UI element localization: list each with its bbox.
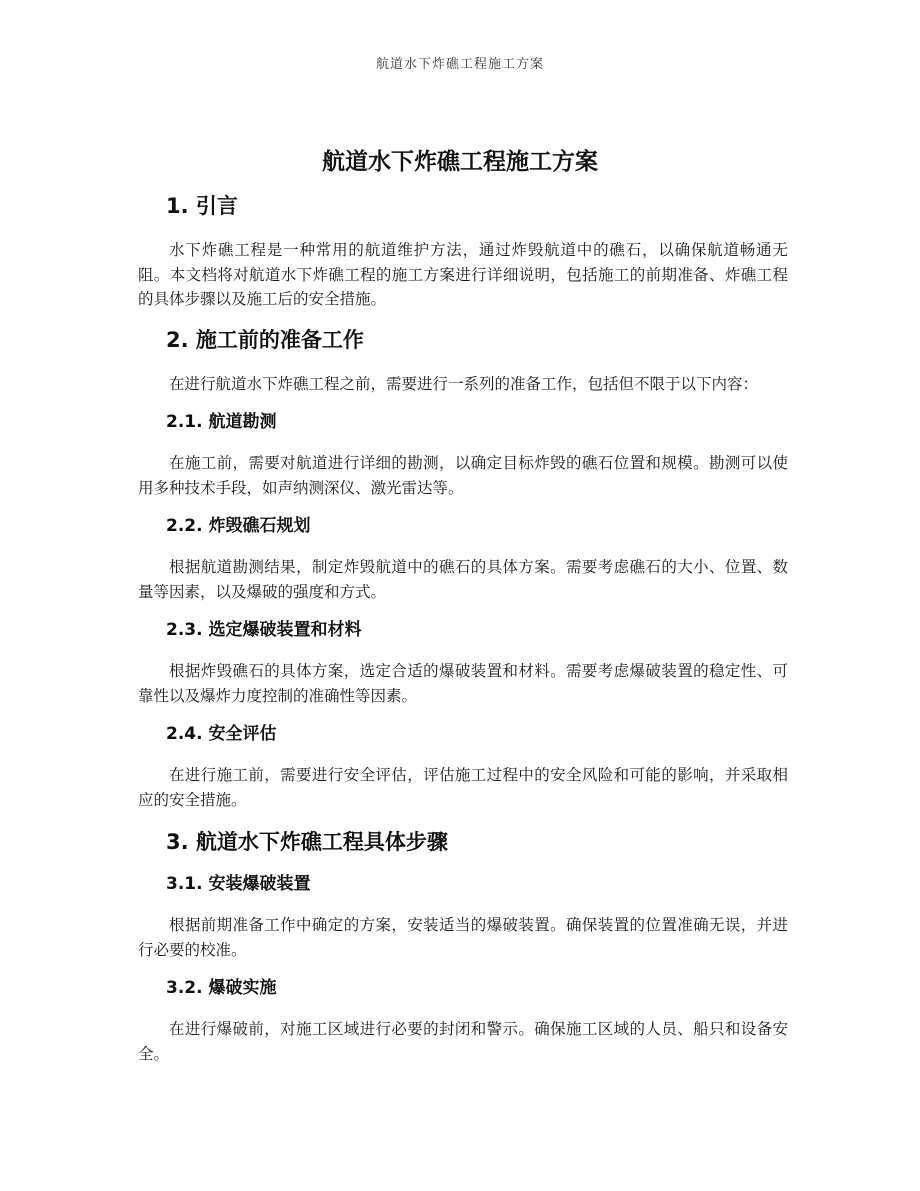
paragraph: 根据炸毁礁石的具体方案，选定合适的爆破装置和材料。需要考虑爆破装置的稳定性、可靠性以及爆炸力度控制的准确性等因素。 <box>138 662 788 705</box>
paragraph: 在进行爆破前，对施工区域进行必要的封闭和警示。确保施工区域的人员、船只和设备安全。 <box>138 1020 788 1063</box>
subsection-heading-2-2: 2.2. 炸毁礁石规划 <box>166 516 311 536</box>
subsection-heading-3-2: 3.2. 爆破实施 <box>166 978 277 998</box>
document-title: 航道水下炸礁工程施工方案 <box>322 149 598 175</box>
document-body <box>138 190 788 1066</box>
subsection-heading-2-1: 2.1. 航道勘测 <box>166 412 277 432</box>
section-heading-3: 3. 航道水下炸礁工程具体步骤 <box>166 830 448 854</box>
section-heading-1: 1. 引言 <box>166 194 238 218</box>
running-header: 航道水下炸礁工程施工方案 <box>375 57 544 72</box>
subsection-heading-2-4: 2.4. 安全评估 <box>166 724 277 744</box>
paragraph: 在施工前，需要对航道进行详细的勘测，以确定目标炸毁的礁石位置和规模。勘测可以使用多种技术手段，如声纳测深仪、激光雷达等。 <box>138 454 788 497</box>
paragraph: 根据前期准备工作中确定的方案，安装适当的爆破装置。确保装置的位置准确无误，并进行必要的校准。 <box>138 916 788 959</box>
paragraph: 在进行施工前，需要进行安全评估，评估施工过程中的安全风险和可能的影响，并采取相应的安全措施。 <box>138 766 788 809</box>
section-heading-2: 2. 施工前的准备工作 <box>166 327 364 352</box>
paragraph: 根据航道勘测结果，制定炸毁航道中的礁石的具体方案。需要考虑礁石的大小、位置、数量等因素，以及爆破的强度和方式。 <box>138 558 788 601</box>
subsection-heading-3-1: 3.1. 安装爆破装置 <box>166 874 311 894</box>
paragraph: 在进行航道水下炸礁工程之前，需要进行一系列的准备工作，包括但不限于以下内容： <box>169 374 759 393</box>
subsection-heading-2-3: 2.3. 选定爆破装置和材料 <box>166 620 362 640</box>
paragraph: 水下炸礁工程是一种常用的航道维护方法，通过炸毁航道中的礁石，以确保航道畅通无阻。本文档将对航道水下炸礁工程的施工方案进行详细说明，包括施工的前期准备、炸礁工程的具体步骤以及施工后的安全措施。 <box>138 241 788 308</box>
